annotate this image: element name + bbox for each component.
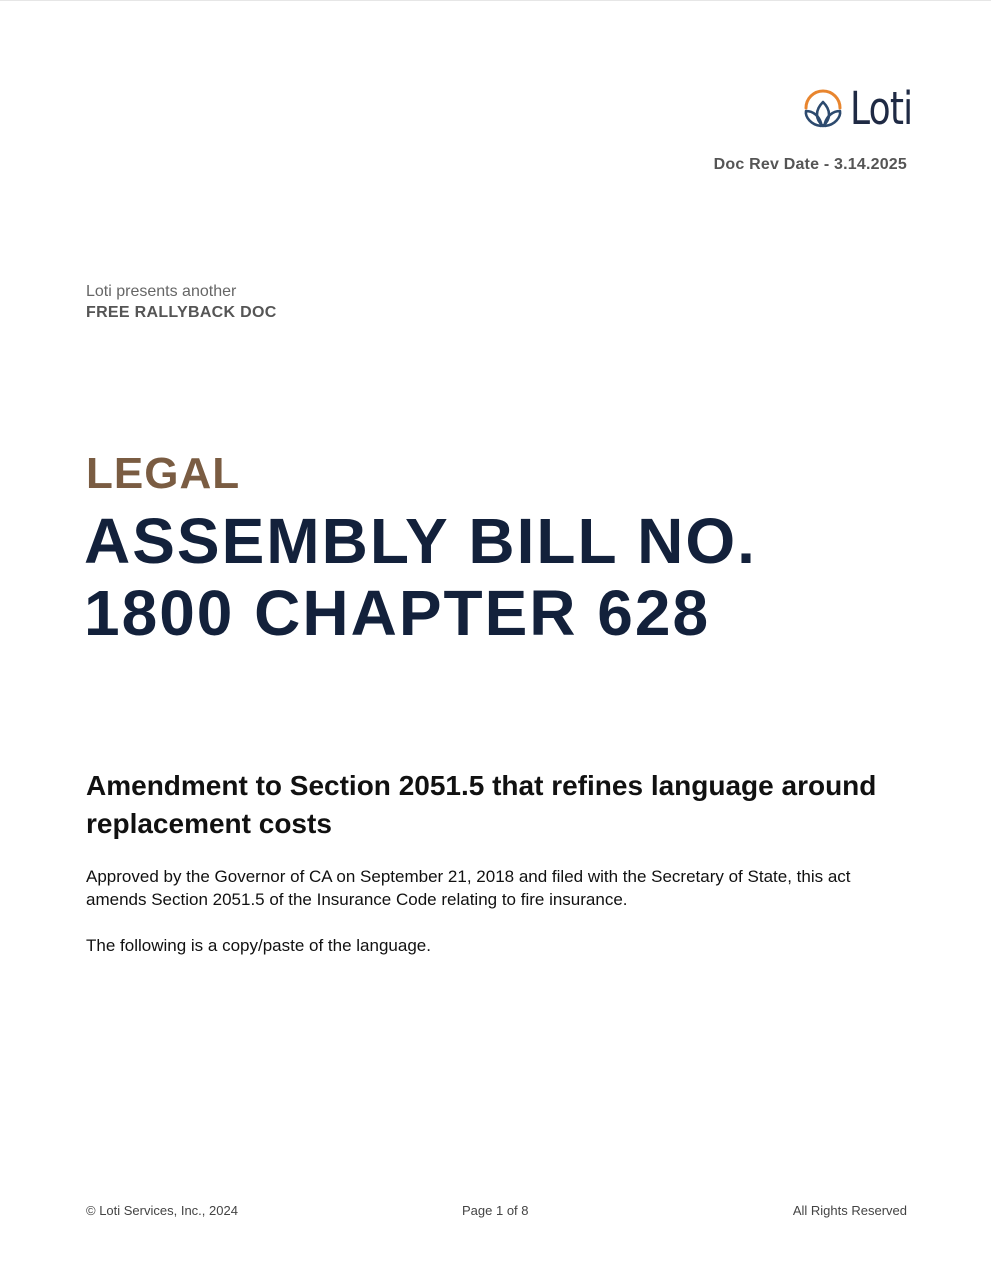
footer-copyright: © Loti Services, Inc., 2024 bbox=[86, 1203, 238, 1218]
lotus-icon bbox=[800, 86, 846, 132]
copy-note-paragraph: The following is a copy/paste of the language. bbox=[86, 936, 431, 955]
rallyback-tag: FREE RALLYBACK DOC bbox=[86, 304, 277, 321]
doc-rev-date: Doc Rev Date - 3.14.2025 bbox=[713, 156, 907, 173]
footer-page-number: Page 1 of 8 bbox=[462, 1203, 529, 1218]
document-subtitle: Amendment to Section 2051.5 that refines language around replacement costs bbox=[86, 770, 877, 839]
category-label: LEGAL bbox=[86, 449, 241, 498]
approval-paragraph: Approved by the Governor of CA on September 21, 2018 and filed with the Secretary of State, this act amends Section 2051.5 of the Insurance Code relating to fire insurance. bbox=[86, 867, 851, 909]
logo-wordmark: Loti bbox=[850, 82, 913, 135]
loti-logo bbox=[800, 82, 928, 135]
footer-rights: All Rights Reserved bbox=[792, 1203, 907, 1218]
page-title: ASSEMBLY BILL NO. 1800 CHAPTER 628 bbox=[84, 505, 757, 649]
page-top-border bbox=[0, 0, 991, 1]
presents-line: Loti presents another bbox=[86, 283, 237, 300]
